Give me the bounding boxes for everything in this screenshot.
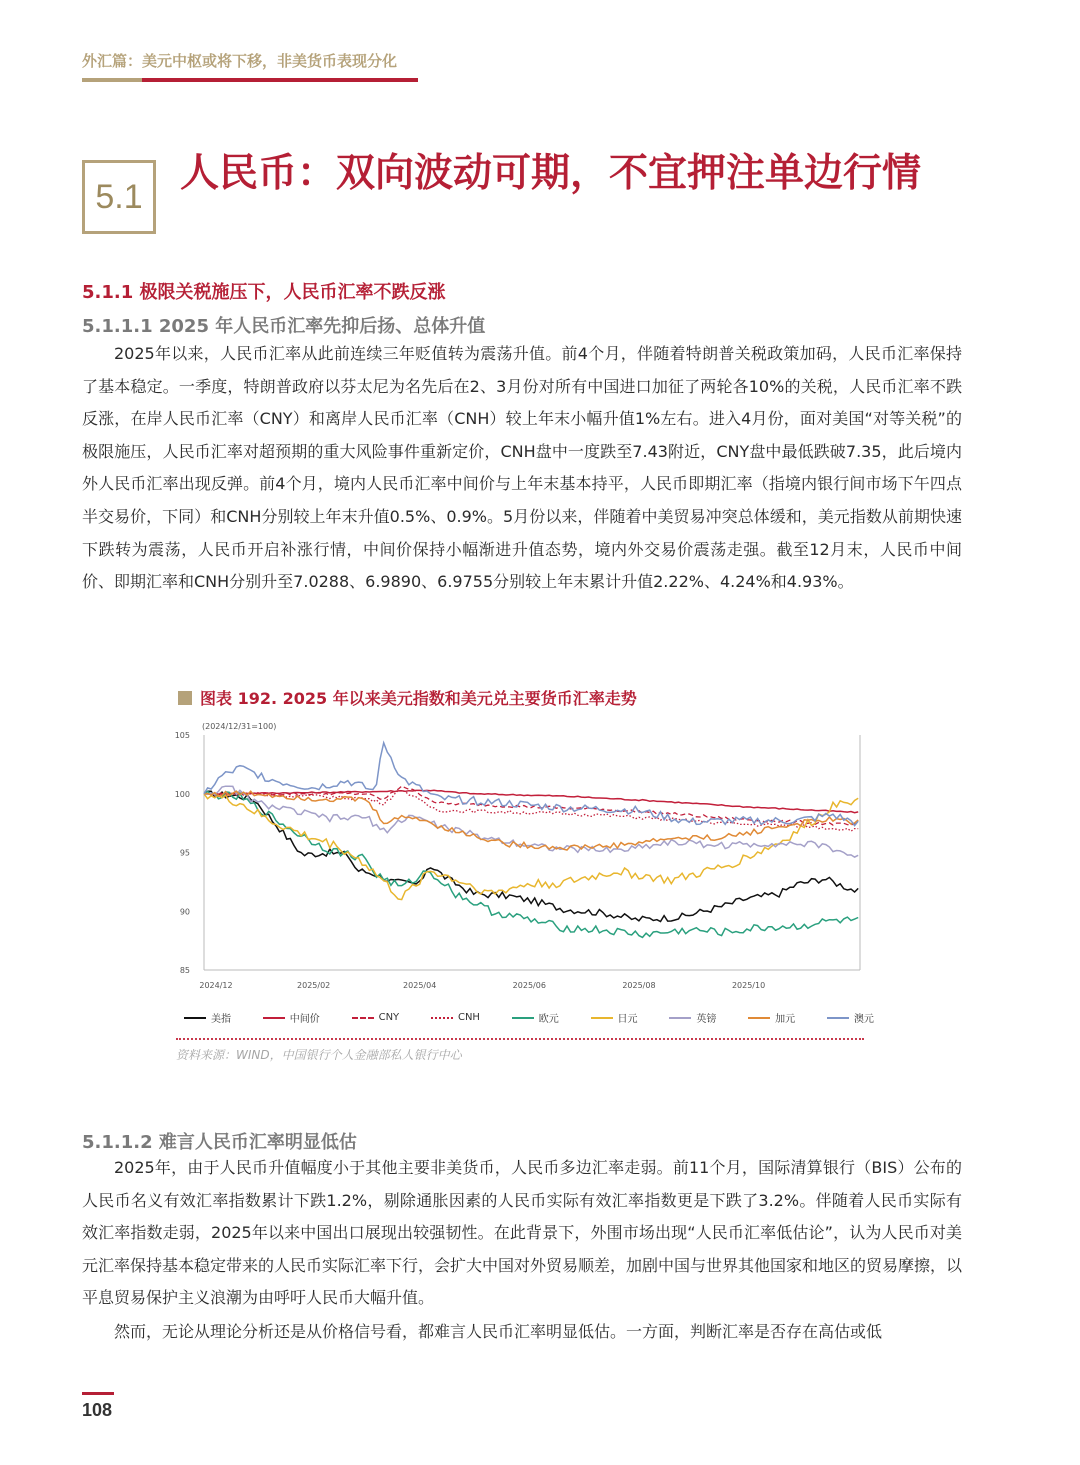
x-tick-label: 2024/12 [199,981,233,990]
x-tick-label: 2025/04 [403,981,437,990]
legend-swatch [748,1017,770,1019]
subsection-heading: 5.1.1 极限关税施压下，人民币汇率不跌反涨 [82,282,446,303]
section-title: 人民币：双向波动可期，不宜押注单边行情 [180,151,922,196]
series-line-0 [204,791,858,921]
legend-label: 日元 [617,1014,638,1025]
exchange-rate-line-chart [170,715,870,1005]
section-number-box: 5.1 [82,160,156,234]
header-rule-red [142,78,418,82]
legend-label: 中间价 [289,1014,320,1025]
legend-item [184,1010,231,1025]
legend-item [512,1010,559,1025]
legend-swatch [591,1017,613,1019]
legend-label: 欧元 [538,1014,559,1025]
legend-label: 澳元 [853,1014,874,1025]
legend-swatch [512,1017,534,1019]
chart-base-note: (2024/12/31=100) [202,722,277,731]
body-paragraph-2: 2025年，由于人民币升值幅度小于其他主要非美货币，人民币多边汇率走弱。前11个月，国际清算银行（BIS）公布的人民币名义有效汇率指数累计下跌1.2%，剔除通胀因素的人民币实际有效汇率指数更是下跌了3.2%。伴随着人民币实际有效汇率指数走弱，2025年以来中国出口展现出较强韧性。在此背景下，外围市场出现“人民币汇率低估论”，认为人民币对美元汇率保持基本稳定带来的人民币实际汇率下行，会扩大中国对外贸易顺差，加剧中国与世界其他国家和地区的贸易摩擦，以平息贸易保护主义浪潮为由呼吁人民币大幅升值。 [82,1158,963,1308]
legend-swatch [827,1017,849,1019]
legend-item [591,1010,638,1025]
legend-label: 美指 [211,1014,231,1025]
legend-item [827,1010,874,1025]
subsubsection-heading-1: 5.1.1.1 2025 年人民币汇率先抑后扬、总体升值 [82,316,486,337]
legend-item [431,1010,480,1025]
header-rule-gold [82,78,142,82]
page-number: 108 [82,1400,113,1420]
figure-caption [178,686,637,709]
legend-label: CNY [378,1012,400,1023]
chart-legend [184,1010,874,1025]
figure-divider [176,1038,864,1040]
body-paragraph-3: 然而，无论从理论分析还是从价格信号看，都难言人民币汇率明显低估。一方面，判断汇率是否存在高估或低 [114,1322,883,1341]
x-tick-label: 2025/10 [731,981,766,990]
x-tick-label: 2025/06 [512,981,546,990]
legend-item [263,1010,320,1025]
y-tick-label: 95 [179,848,190,858]
x-tick-label: 2025/02 [297,981,331,990]
subsubsection-heading-2: 5.1.1.2 难言人民币汇率明显低估 [82,1132,357,1153]
legend-swatch [352,1017,374,1019]
body-paragraph-1: 2025年以来，人民币汇率从此前连续三年贬值转为震荡升值。前4个月，伴随着特朗普关税政策加码，人民币汇率保持了基本稳定。一季度，特朗普政府以芬太尼为名先后在2、3月份对所有中国进口加征了两轮各10%的关税，人民币汇率不跌反涨，在岸人民币汇率（CNY）和离岸人民币汇率（CNH）较上年末小幅升值1%左右。进入4月份，面对美国“对等关税”的极限施压，人民币汇率对超预期的重大风险事件重新定价，CNH盘中一度跌至7.43附近，CNY盘中最低跌破7.35，此后境内外人民币汇率出现反弹。前4个月，境内人民币汇率中间价与上年末基本持平，人民币即期汇率（指境内银行间市场下午四点半交易价，下同）和CNH分别较上年末升值0.5%、0.9%。5月份以来，伴随着中美贸易冲突总体缓和，美元指数从前期快速下跌转为震荡，人民币开启补涨行情，中间价保持小幅渐进升值态势，境内外交易价震荡走强。截至12月末，人民币中间价、即期汇率和CNH分别升至7.0288、6.9890、6.9755分别较上年末累计升值2.22%、4.24%和4.93%。 [82,344,962,592]
figure-source: 资料来源：WIND，中国银行个人金融部私人银行中心 [176,1048,462,1062]
legend-item [748,1010,795,1025]
legend-item [352,1010,400,1025]
legend-swatch [431,1017,453,1019]
y-tick-label: 90 [179,907,190,917]
legend-swatch [263,1017,285,1019]
series-line-3 [204,791,858,832]
legend-swatch [669,1017,691,1019]
y-tick-label: 85 [179,966,190,975]
page-number-bar [82,1392,114,1395]
series-line-7 [204,791,858,850]
legend-item [669,1010,716,1025]
figure-title: 图表 192. 2025 年以来美元指数和美元兑主要货币汇率走势 [200,689,637,708]
y-tick-label: 105 [174,731,190,740]
legend-swatch [184,1017,206,1019]
running-header: 外汇篇：美元中枢或将下移，非美货币表现分化 [82,52,398,70]
caption-square-icon [178,691,192,705]
legend-label: CNH [457,1012,480,1023]
x-tick-label: 2025/08 [622,981,656,990]
legend-label: 加元 [775,1014,796,1025]
y-tick-label: 100 [174,789,190,799]
legend-label: 英镑 [696,1014,717,1025]
